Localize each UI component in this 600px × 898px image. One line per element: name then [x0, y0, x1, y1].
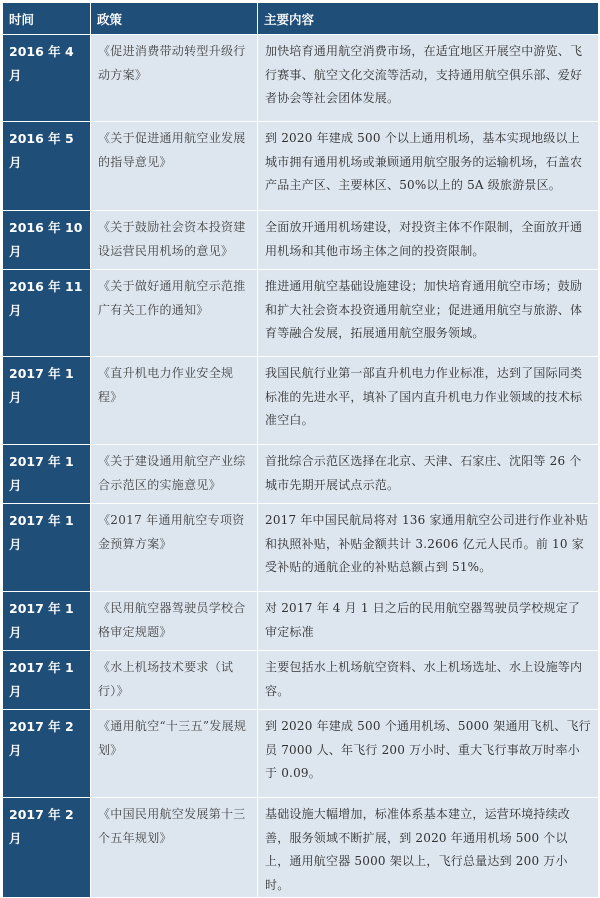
- time-cell: 2017 年 1 月: [3, 357, 91, 445]
- table-row: [3, 710, 599, 798]
- time-cell: 2016 年 5 月: [3, 122, 91, 211]
- policy-cell: 《关于建设通用航空产业综合示范区的实施意见》: [91, 445, 258, 504]
- content-cell: 到 2020 年建成 500 个以上通用机场，基本实现地级以上城市拥有通用机场或兼顾通用航空服务的运输机场，石盖农产品主产区、主要林区、50%以上的 5A 级旅游景区。: [258, 122, 599, 211]
- policy-cell: 《中国民用航空发展第十三个五年规划》: [91, 798, 258, 898]
- table-row: [3, 798, 599, 898]
- policy-cell: 《通用航空“十三五”发展规划》: [91, 710, 258, 798]
- table-row: [3, 445, 599, 504]
- table-row: [3, 211, 599, 270]
- policy-table: [2, 2, 599, 898]
- table-row: [3, 592, 599, 651]
- policy-cell: 《促进消费带动转型升级行动方案》: [91, 35, 258, 122]
- time-cell: 2016 年 4 月: [3, 35, 91, 122]
- time-cell: 2017 年 1 月: [3, 651, 91, 710]
- policy-cell: 《2017 年通用航空专项资金预算方案》: [91, 504, 258, 592]
- content-cell: 推进通用航空基础设施建设；加快培育通用航空市场；鼓励和扩大社会资本投资通用航空业；促进通用航空与旅游、体育等融合发展，拓展通用航空服务领域。: [258, 270, 599, 357]
- table-row: [3, 35, 599, 122]
- content-cell: 加快培育通用航空消费市场，在适宜地区开展空中游览、飞行赛事、航空文化交流等活动，支持通用航空俱乐部、爱好者协会等社会团体发展。: [258, 35, 599, 122]
- table-row: [3, 270, 599, 357]
- time-cell: 2017 年 2 月: [3, 798, 91, 898]
- header-time: 时间: [3, 3, 91, 35]
- content-cell: 我国民航行业第一部直升机电力作业标准，达到了国际同类标准的先进水平，填补了国内直升机电力作业领域的技术标准空白。: [258, 357, 599, 445]
- policy-cell: 《关于鼓励社会资本投资建设运营民用机场的意见》: [91, 211, 258, 270]
- header-policy: 政策: [91, 3, 258, 35]
- policy-cell: 《水上机场技术要求（试行）》: [91, 651, 258, 710]
- time-cell: 2017 年 1 月: [3, 592, 91, 651]
- table-row: [3, 122, 599, 211]
- time-cell: 2017 年 1 月: [3, 504, 91, 592]
- policy-cell: 《民用航空器驾驶员学校合格审定规题》: [91, 592, 258, 651]
- table-header: [3, 3, 599, 35]
- header-row: [3, 3, 599, 35]
- policy-cell: 《直升机电力作业安全规程》: [91, 357, 258, 445]
- content-cell: 2017 年中国民航局将对 136 家通用航空公司进行作业补贴和执照补贴，补贴金额共计 3.2606 亿元人民币。前 10 家受补贴的通航企业的补贴总额占到 51%。: [258, 504, 599, 592]
- time-cell: 2017 年 2 月: [3, 710, 91, 798]
- time-cell: 2016 年 11 月: [3, 270, 91, 357]
- policy-cell: 《关于做好通用航空示范推广有关工作的通知》: [91, 270, 258, 357]
- policy-cell: 《关于促进通用航空业发展的指导意见》: [91, 122, 258, 211]
- content-cell: 基础设施大幅增加，标准体系基本建立，运营环境持续改善，服务领域不断扩展，到 2020 年通用机场 500 个以上，通用航空器 5000 架以上，飞行总量达到 200 万小时。: [258, 798, 599, 898]
- header-content: 主要内容: [258, 3, 599, 35]
- content-cell: 主要包括水上机场航空资料、水上机场选址、水上设施等内容。: [258, 651, 599, 710]
- table-row: [3, 504, 599, 592]
- table-row: [3, 357, 599, 445]
- content-cell: 全面放开通用机场建设，对投资主体不作限制，全面放开通用机场和其他市场主体之间的投资限制。: [258, 211, 599, 270]
- content-cell: 首批综合示范区选择在北京、天津、石家庄、沈阳等 26 个城市先期开展试点示范。: [258, 445, 599, 504]
- time-cell: 2017 年 1 月: [3, 445, 91, 504]
- content-cell: 对 2017 年 4 月 1 日之后的民用航空器驾驶员学校规定了审定标准: [258, 592, 599, 651]
- table-body: [3, 35, 599, 898]
- time-cell: 2016 年 10 月: [3, 211, 91, 270]
- table-row: [3, 651, 599, 710]
- content-cell: 到 2020 年建成 500 个通用机场、5000 架通用飞机、飞行员 7000 人、年飞行 200 万小时、重大飞行事故万时率小于 0.09。: [258, 710, 599, 798]
